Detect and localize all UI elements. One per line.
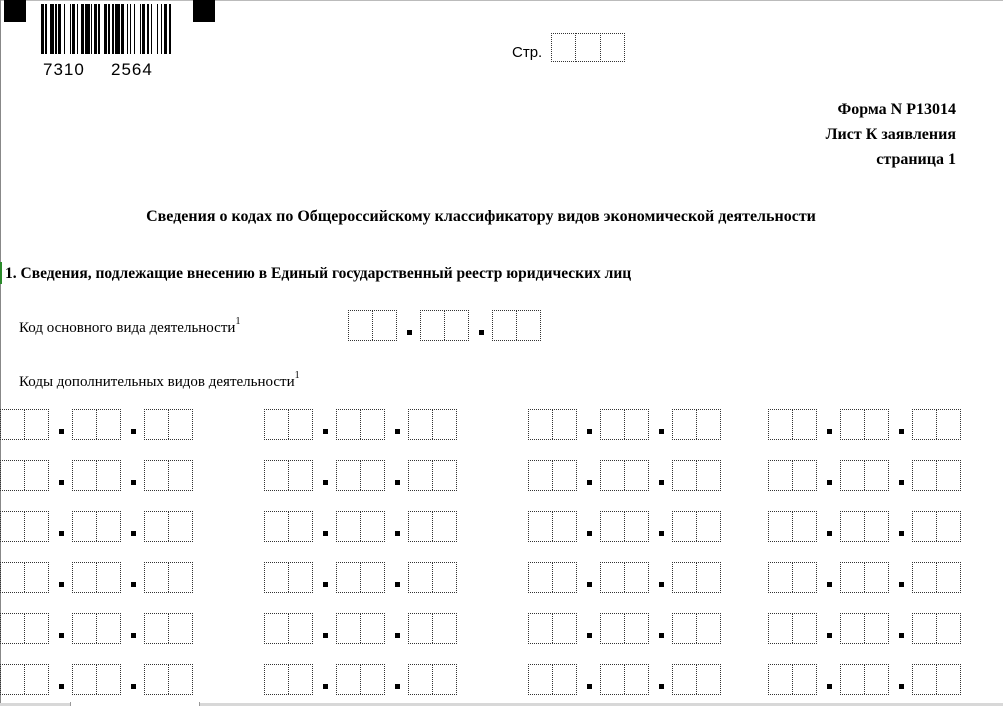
code-separator-dot — [899, 429, 904, 434]
code-separator-dot — [479, 330, 484, 335]
code-digit-pair[interactable] — [408, 460, 457, 491]
code-separator-dot — [587, 531, 592, 536]
code-digit-pair[interactable] — [912, 664, 961, 695]
code-digit-pair[interactable] — [600, 664, 649, 695]
code-digit-pair[interactable] — [264, 460, 313, 491]
cursor-marker — [0, 262, 2, 284]
code-digit-pair[interactable] — [348, 310, 397, 341]
code-digit-pair[interactable] — [72, 409, 121, 440]
code-digit-pair[interactable] — [528, 562, 577, 593]
code-digit-pair[interactable] — [912, 460, 961, 491]
code-separator-dot — [899, 633, 904, 638]
code-digit-pair[interactable] — [672, 562, 721, 593]
code-separator-dot — [587, 633, 592, 638]
code-digit-pair[interactable] — [528, 613, 577, 644]
code-separator-dot — [587, 480, 592, 485]
code-digit-pair[interactable] — [912, 409, 961, 440]
code-digit-pair[interactable] — [768, 613, 817, 644]
code-digit-pair[interactable] — [336, 562, 385, 593]
code-separator-dot — [59, 480, 64, 485]
footnote-marker: 1 — [294, 370, 300, 381]
code-digit-pair[interactable] — [600, 460, 649, 491]
code-digit-pair[interactable] — [600, 511, 649, 542]
code-digit-pair[interactable] — [144, 409, 193, 440]
code-separator-dot — [587, 684, 592, 689]
barcode — [41, 4, 173, 79]
code-digit-pair[interactable] — [672, 613, 721, 644]
code-separator-dot — [323, 684, 328, 689]
code-separator-dot — [587, 429, 592, 434]
code-digit-pair[interactable] — [72, 613, 121, 644]
code-separator-dot — [131, 429, 136, 434]
sheet-page-label: страница 1 — [876, 151, 956, 168]
code-digit-pair[interactable] — [264, 511, 313, 542]
code-separator-dot — [323, 429, 328, 434]
code-digit-pair[interactable] — [768, 562, 817, 593]
code-digit-pair[interactable] — [408, 562, 457, 593]
code-digit-pair[interactable] — [600, 409, 649, 440]
code-digit-pair[interactable] — [408, 664, 457, 695]
page-number-cell[interactable] — [600, 33, 625, 62]
main-activity-label-text: Код основного вида деятельности — [19, 320, 236, 336]
code-digit-pair[interactable] — [840, 664, 889, 695]
additional-activities-label — [19, 370, 300, 391]
code-separator-dot — [323, 582, 328, 587]
code-separator-dot — [131, 480, 136, 485]
form-number: Форма N Р13014 — [837, 101, 956, 118]
additional-activities-label-text: Коды дополнительных видов деятельности — [19, 374, 295, 390]
code-separator-dot — [395, 633, 400, 638]
code-digit-pair[interactable] — [672, 460, 721, 491]
page-number-cell[interactable] — [575, 33, 601, 62]
code-digit-pair[interactable] — [72, 562, 121, 593]
code-digit-pair[interactable] — [144, 511, 193, 542]
code-digit-pair[interactable] — [264, 664, 313, 695]
code-separator-dot — [827, 429, 832, 434]
code-separator-dot — [899, 684, 904, 689]
code-digit-pair[interactable] — [840, 511, 889, 542]
window-bottom-tab — [70, 702, 200, 706]
code-digit-pair[interactable] — [0, 562, 49, 593]
code-digit-pair[interactable] — [672, 409, 721, 440]
code-separator-dot — [323, 480, 328, 485]
code-digit-pair[interactable] — [600, 562, 649, 593]
code-digit-pair[interactable] — [840, 613, 889, 644]
code-digit-pair[interactable] — [840, 409, 889, 440]
code-separator-dot — [659, 480, 664, 485]
page-top-border — [0, 0, 1003, 1]
registration-mark-right — [193, 0, 215, 22]
code-digit-pair[interactable] — [768, 409, 817, 440]
code-digit-pair[interactable] — [600, 613, 649, 644]
code-digit-pair[interactable] — [912, 562, 961, 593]
code-separator-dot — [323, 633, 328, 638]
code-digit-pair[interactable] — [0, 613, 49, 644]
code-separator-dot — [659, 633, 664, 638]
section-heading: 1. Сведения, подлежащие внесению в Единый государственный реестр юридических лиц — [5, 265, 632, 282]
code-separator-dot — [323, 531, 328, 536]
barcode-bars — [41, 4, 173, 54]
code-separator-dot — [59, 633, 64, 638]
code-digit-pair[interactable] — [528, 409, 577, 440]
code-digit-pair[interactable] — [672, 511, 721, 542]
page-left-border — [0, 0, 1, 706]
code-digit-pair[interactable] — [408, 613, 457, 644]
code-digit-pair[interactable] — [0, 511, 49, 542]
registration-mark-left — [4, 0, 26, 22]
form-title: Сведения о кодах по Общероссийскому классификатору видов экономической деятельности — [146, 208, 816, 225]
code-separator-dot — [587, 582, 592, 587]
code-digit-pair[interactable] — [528, 460, 577, 491]
code-digit-pair[interactable] — [912, 613, 961, 644]
code-digit-pair[interactable] — [420, 310, 469, 341]
code-separator-dot — [131, 684, 136, 689]
code-digit-pair[interactable] — [840, 460, 889, 491]
code-separator-dot — [395, 531, 400, 536]
code-separator-dot — [899, 582, 904, 587]
code-separator-dot — [827, 582, 832, 587]
code-digit-pair[interactable] — [768, 511, 817, 542]
code-separator-dot — [131, 633, 136, 638]
code-digit-pair[interactable] — [264, 409, 313, 440]
code-separator-dot — [659, 429, 664, 434]
code-separator-dot — [131, 531, 136, 536]
code-digit-pair[interactable] — [72, 460, 121, 491]
code-separator-dot — [899, 480, 904, 485]
code-digit-pair[interactable] — [528, 664, 577, 695]
code-digit-pair[interactable] — [492, 310, 541, 341]
main-activity-label — [19, 316, 241, 337]
code-digit-pair[interactable] — [912, 511, 961, 542]
code-separator-dot — [59, 684, 64, 689]
code-separator-dot — [59, 582, 64, 587]
code-digit-pair[interactable] — [768, 460, 817, 491]
code-separator-dot — [59, 531, 64, 536]
code-separator-dot — [395, 582, 400, 587]
code-digit-pair[interactable] — [336, 409, 385, 440]
code-digit-pair[interactable] — [0, 409, 49, 440]
barcode-digits-right: 2564 — [111, 60, 153, 79]
code-digit-pair[interactable] — [264, 562, 313, 593]
code-digit-pair[interactable] — [72, 664, 121, 695]
code-separator-dot — [407, 330, 412, 335]
code-separator-dot — [827, 633, 832, 638]
footnote-marker: 1 — [235, 316, 241, 327]
code-digit-pair[interactable] — [264, 613, 313, 644]
code-separator-dot — [59, 429, 64, 434]
code-digit-pair[interactable] — [144, 613, 193, 644]
code-digit-pair[interactable] — [768, 664, 817, 695]
barcode-bar — [171, 4, 172, 54]
page-number-cell[interactable] — [551, 33, 576, 62]
code-digit-pair[interactable] — [144, 460, 193, 491]
code-digit-pair[interactable] — [144, 664, 193, 695]
code-separator-dot — [659, 582, 664, 587]
sheet-label: Лист К заявления — [825, 126, 956, 143]
page-number-label: Стр. — [512, 44, 543, 61]
code-separator-dot — [395, 429, 400, 434]
barcode-digits-left: 7310 — [43, 60, 85, 79]
code-digit-pair[interactable] — [336, 460, 385, 491]
code-digit-pair[interactable] — [336, 613, 385, 644]
code-digit-pair[interactable] — [672, 664, 721, 695]
code-separator-dot — [395, 480, 400, 485]
code-digit-pair[interactable] — [840, 562, 889, 593]
code-digit-pair[interactable] — [408, 511, 457, 542]
code-digit-pair[interactable] — [144, 562, 193, 593]
code-digit-pair[interactable] — [72, 511, 121, 542]
code-digit-pair[interactable] — [336, 511, 385, 542]
code-separator-dot — [827, 531, 832, 536]
code-separator-dot — [131, 582, 136, 587]
code-separator-dot — [827, 684, 832, 689]
code-separator-dot — [659, 684, 664, 689]
code-separator-dot — [659, 531, 664, 536]
code-digit-pair[interactable] — [336, 664, 385, 695]
code-separator-dot — [827, 480, 832, 485]
code-digit-pair[interactable] — [0, 664, 49, 695]
code-separator-dot — [395, 684, 400, 689]
code-digit-pair[interactable] — [528, 511, 577, 542]
code-digit-pair[interactable] — [408, 409, 457, 440]
code-separator-dot — [899, 531, 904, 536]
code-digit-pair[interactable] — [0, 460, 49, 491]
